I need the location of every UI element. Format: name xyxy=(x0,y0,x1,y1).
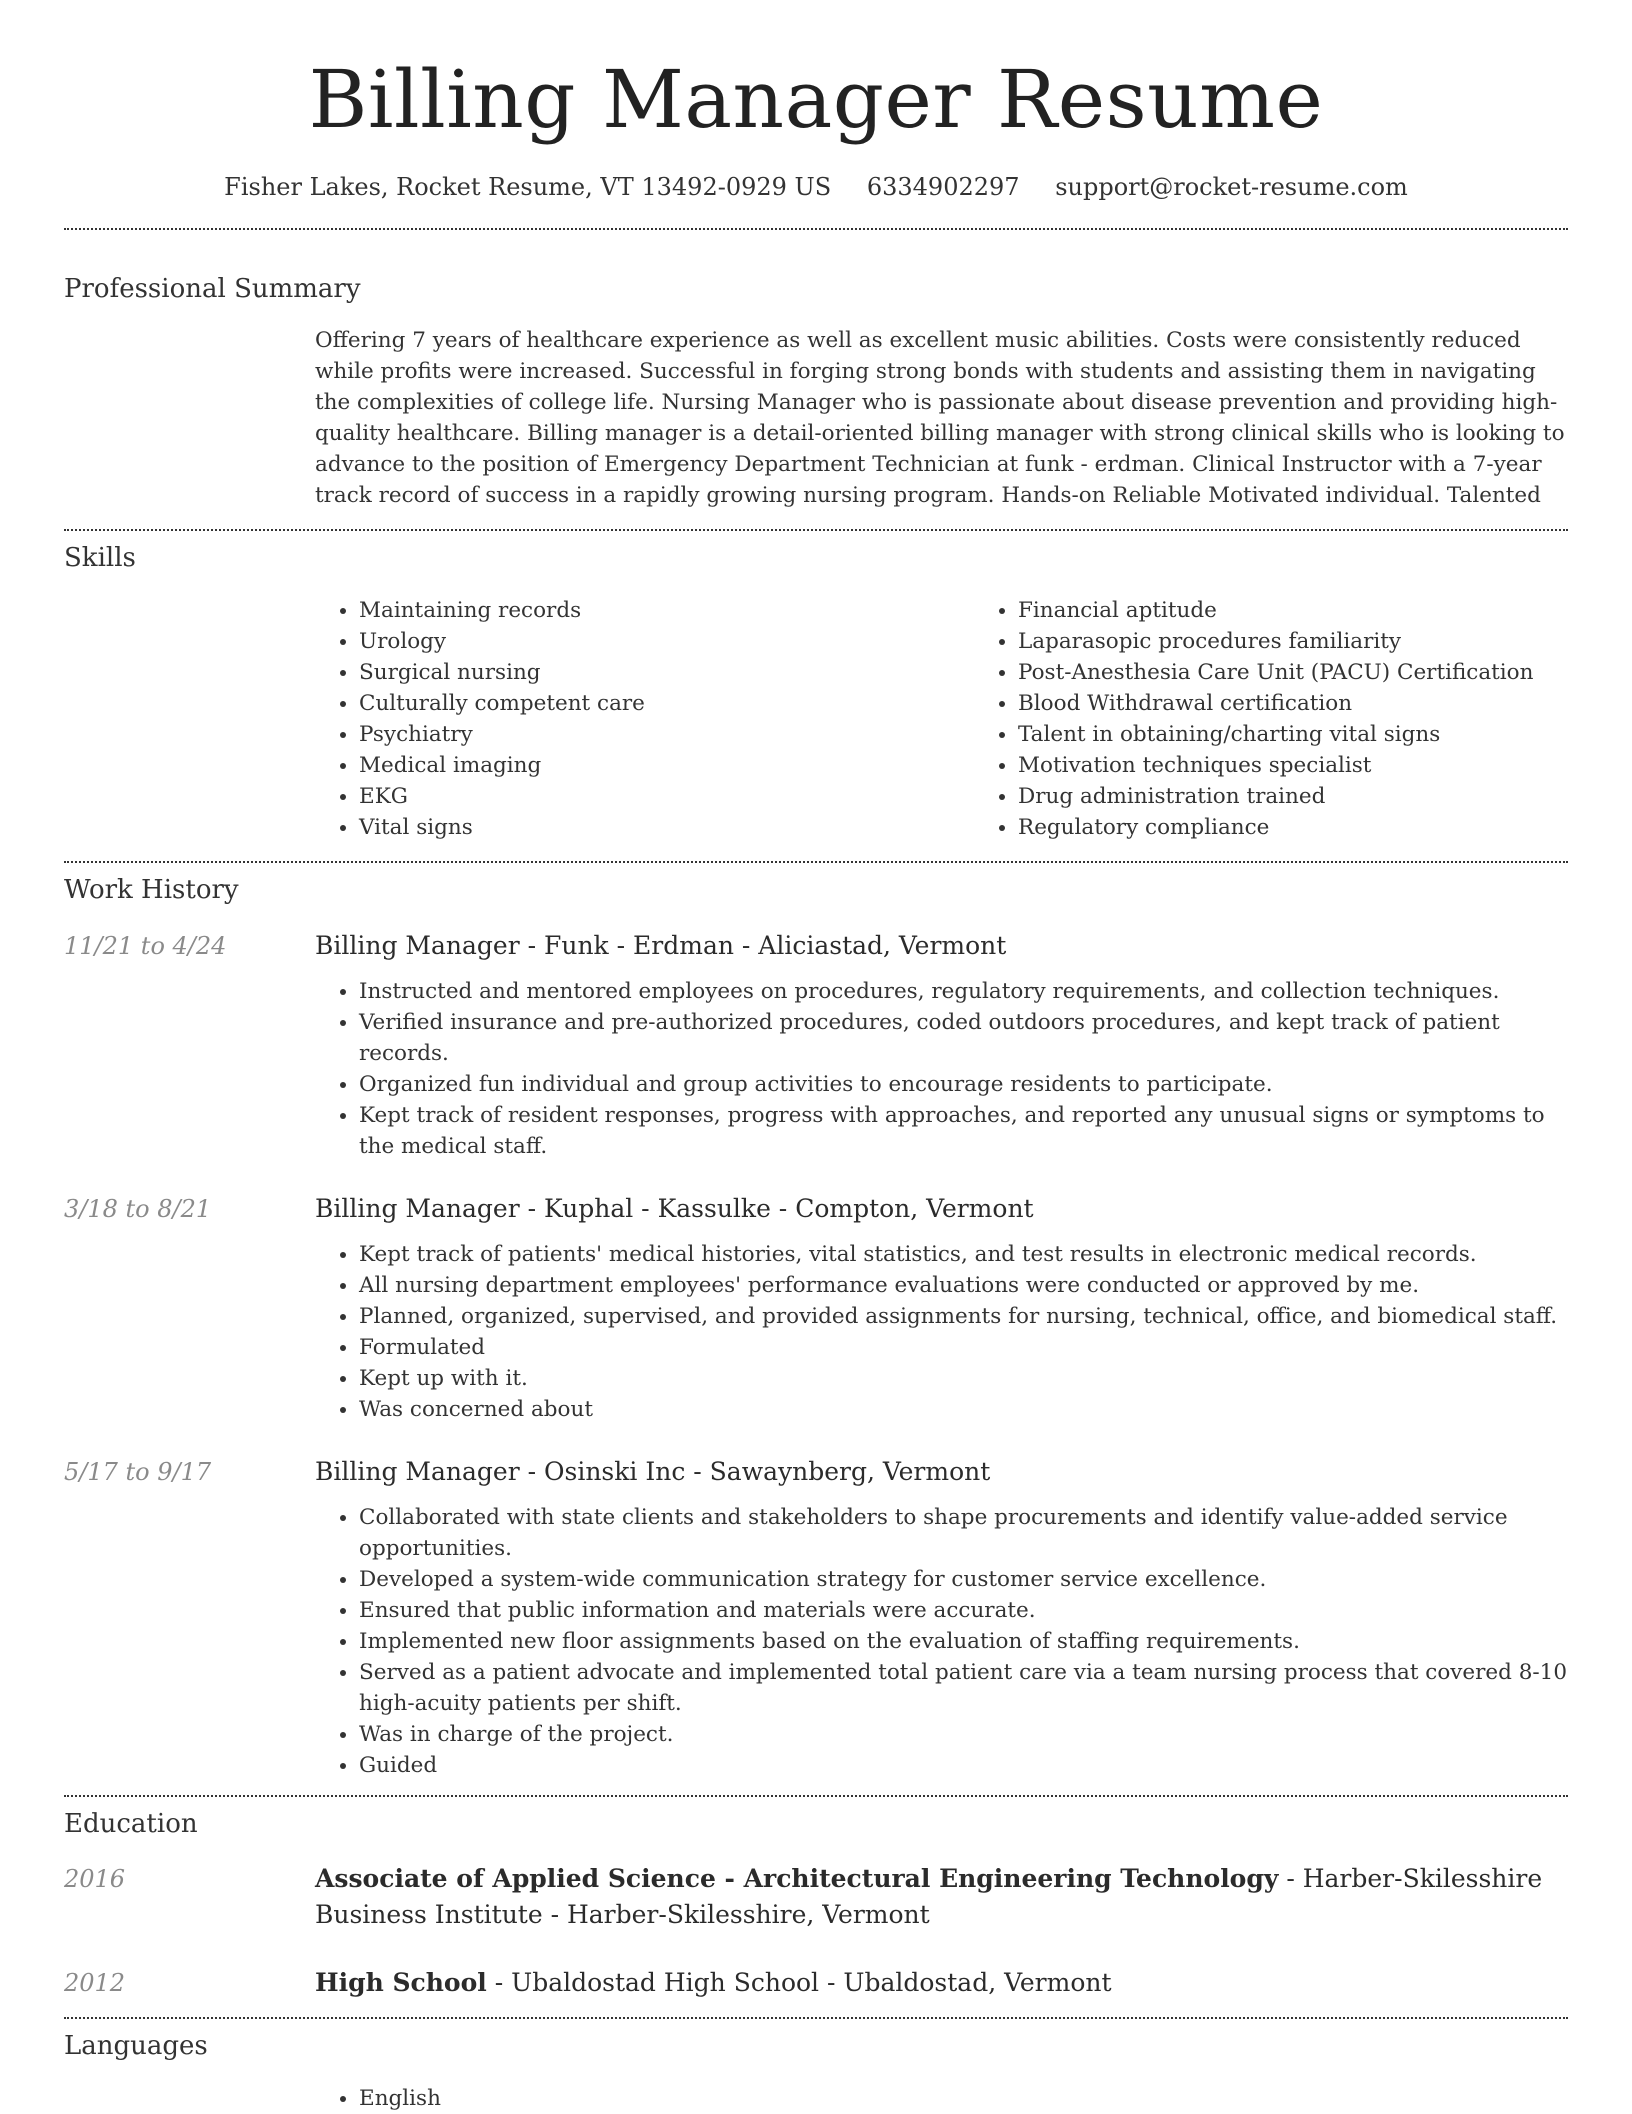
job-bullet: • Developed a system-wide communication strategy for customer service excellence. xyxy=(359,1564,1568,1595)
language-item: • English xyxy=(359,2083,1568,2114)
job-bullet: • Guided xyxy=(359,1750,1568,1781)
job-bullet: • Kept up with it. xyxy=(359,1363,1568,1394)
contact-address: Fisher Lakes, Rocket Resume, VT 13492-0929 US xyxy=(224,173,832,201)
skill-item: • Culturally competent care xyxy=(359,688,974,719)
job-bullet: • Was in charge of the project. xyxy=(359,1719,1568,1750)
job-title: Billing Manager - Kuphal - Kassulke - Compton, Vermont xyxy=(315,1194,1034,1223)
resume-page xyxy=(64,0,1568,2114)
job-dates: 11/21 to 4/24 xyxy=(64,932,227,960)
job-bullet: • Ensured that public information and materials were accurate. xyxy=(359,1595,1568,1626)
job-body xyxy=(315,928,1568,1162)
skills-list-right xyxy=(974,595,1632,843)
job-bullet: • Formulated xyxy=(359,1332,1568,1363)
contact-line xyxy=(64,170,1568,204)
job-bullet: • Served as a patient advocate and implemented total patient care via a team nursing process that covered 8-10 high-acuity patients per shift. xyxy=(359,1657,1568,1719)
summary-spacer xyxy=(64,325,315,511)
contact-email: support@rocket-resume.com xyxy=(1055,173,1408,201)
divider xyxy=(64,861,1568,863)
contact-phone: 6334902297 xyxy=(866,173,1020,201)
languages-list xyxy=(315,2083,1568,2114)
skill-item: • Laparasopic procedures familiarity xyxy=(1018,626,1632,657)
skill-item: • Blood Withdrawal certification xyxy=(1018,688,1632,719)
section-heading-skills: Skills xyxy=(64,543,136,573)
job-bullets xyxy=(315,1502,1568,1781)
section-heading-languages: Languages xyxy=(64,2031,208,2061)
divider xyxy=(64,2017,1568,2019)
skill-item: • Medical imaging xyxy=(359,750,974,781)
education-entry xyxy=(64,1965,1568,2001)
job-bullets xyxy=(315,1239,1568,1425)
education-institution: - Ubaldostad High School - Ubaldostad, Vermont xyxy=(486,1968,1112,1997)
education-entry xyxy=(64,1861,1568,1933)
skill-item: • Financial aptitude xyxy=(1018,595,1632,626)
skill-item: • Urology xyxy=(359,626,974,657)
job-bullet: • Was concerned about xyxy=(359,1394,1568,1425)
job-bullet: • Kept track of patients' medical histories, vital statistics, and test results in electronic medical records. xyxy=(359,1239,1568,1270)
divider xyxy=(64,529,1568,531)
skill-item: • Surgical nursing xyxy=(359,657,974,688)
job-bullet: • Kept track of resident responses, progress with approaches, and reported any unusual signs or symptoms to the medical staff. xyxy=(359,1100,1568,1162)
skill-item: • Vital signs xyxy=(359,812,974,843)
skill-item: • Talent in obtaining/charting vital signs xyxy=(1018,719,1632,750)
job-title: Billing Manager - Osinski Inc - Sawaynberg, Vermont xyxy=(315,1457,991,1486)
job-dates: 5/17 to 9/17 xyxy=(64,1458,212,1486)
job-bullet: • Verified insurance and pre-authorized procedures, coded outdoors procedures, and kept track of patient records. xyxy=(359,1007,1568,1069)
divider xyxy=(64,1795,1568,1797)
skill-item: • Maintaining records xyxy=(359,595,974,626)
section-heading-work: Work History xyxy=(64,875,239,905)
job-bullet: • Implemented new floor assignments based on the evaluation of staffing requirements. xyxy=(359,1626,1568,1657)
skill-item: • Drug administration trained xyxy=(1018,781,1632,812)
job-entry xyxy=(64,1454,1568,1781)
skills-row xyxy=(64,595,1568,843)
job-bullet: • Planned, organized, supervised, and provided assignments for nursing, technical, office, and biomedical staff. xyxy=(359,1301,1568,1332)
education-title xyxy=(315,1861,1568,1933)
languages-row xyxy=(64,2083,1568,2114)
education-year: 2012 xyxy=(64,1969,126,1997)
job-body xyxy=(315,1191,1568,1425)
job-bullet: • Instructed and mentored employees on procedures, regulatory requirements, and collection techniques. xyxy=(359,976,1568,1007)
skill-item: • EKG xyxy=(359,781,974,812)
summary-row xyxy=(64,325,1568,511)
summary-text: Offering 7 years of healthcare experience as well as excellent music abilities. Costs were consistently reduced while profits were increased. Successful in forging strong bonds with students and assisting them in navigating the complexities of college life. Nursing Manager who is passionate about disease prevention and providing high-quality healthcare. Billing manager is a detail-oriented billing manager with strong clinical skills who is looking to advance to the position of Emergency Department Technician at funk - erdman. Clinical Instructor with a 7-year track record of success in a rapidly growing nursing program. Hands-on Reliable Motivated individual. Talented xyxy=(315,328,1565,508)
job-dates: 3/18 to 8/21 xyxy=(64,1195,212,1223)
job-bullet: • Organized fun individual and group activities to encourage residents to participate. xyxy=(359,1069,1568,1100)
job-bullets xyxy=(315,976,1568,1162)
education-degree: Associate of Applied Science - Architectural Engineering Technology xyxy=(315,1864,1279,1893)
page-title: Billing Manager Resume xyxy=(308,53,1324,146)
skill-item: • Regulatory compliance xyxy=(1018,812,1632,843)
languages-body xyxy=(315,2083,1568,2114)
section-heading-education: Education xyxy=(64,1809,198,1839)
skill-item: • Motivation techniques specialist xyxy=(1018,750,1632,781)
job-entry xyxy=(64,1191,1568,1425)
skills-spacer xyxy=(64,595,315,843)
languages-spacer xyxy=(64,2083,315,2114)
divider xyxy=(64,228,1568,230)
education-year: 2016 xyxy=(64,1865,126,1893)
job-bullet: • All nursing department employees' performance evaluations were conducted or approved by me. xyxy=(359,1270,1568,1301)
job-title: Billing Manager - Funk - Erdman - Aliciastad, Vermont xyxy=(315,931,1007,960)
skills-columns xyxy=(315,595,1632,843)
skill-item: • Psychiatry xyxy=(359,719,974,750)
skills-list-left xyxy=(315,595,974,843)
education-title xyxy=(315,1965,1568,2001)
section-heading-summary: Professional Summary xyxy=(64,274,361,304)
job-entry xyxy=(64,928,1568,1162)
job-body xyxy=(315,1454,1568,1781)
skill-item: • Post-Anesthesia Care Unit (PACU) Certification xyxy=(1018,657,1632,688)
education-institution: - Harber-Skilesshire Business Institute - Harber-Skilesshire, Vermont xyxy=(315,1864,1543,1929)
education-degree: High School xyxy=(315,1968,487,1997)
job-bullet: • Collaborated with state clients and stakeholders to shape procurements and identify value-added service opportunities. xyxy=(359,1502,1568,1564)
